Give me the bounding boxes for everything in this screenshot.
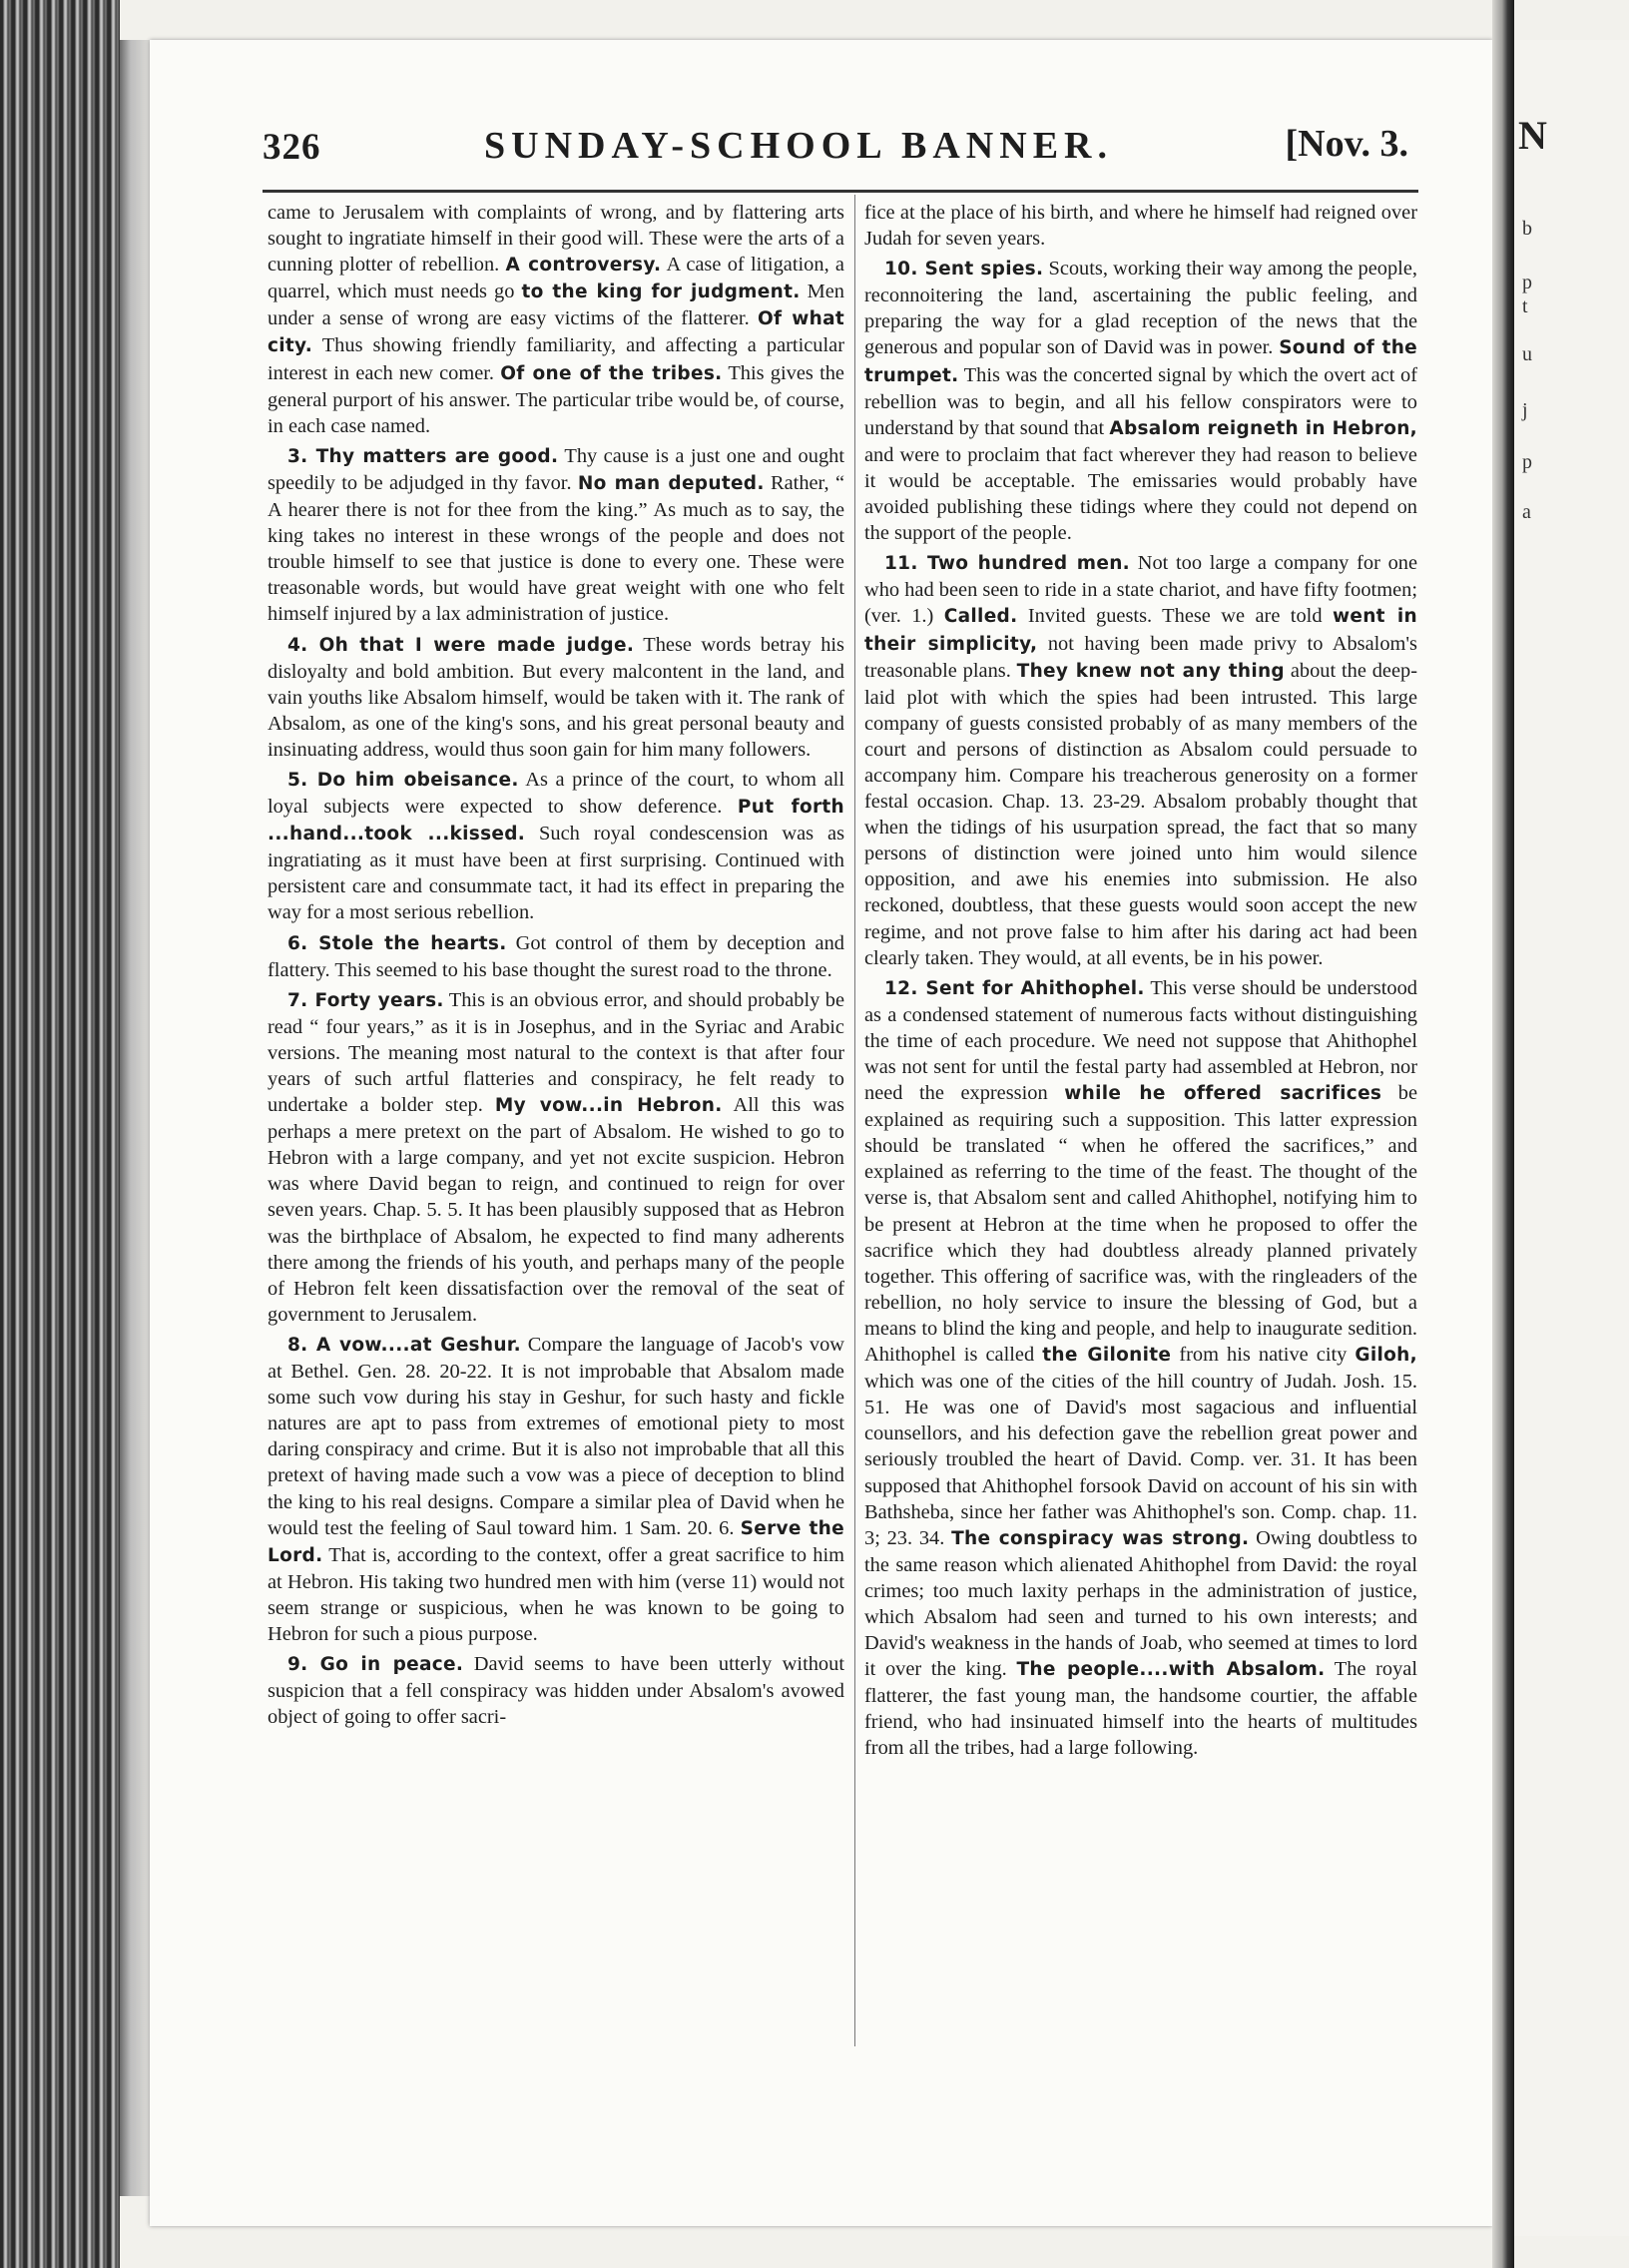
body-text: This verse should be understood as a condensed statement of numerous facts without distinguishing the time of each procedure. We need not suppose that Ahithophel was not sent for until the festal party had assembled at Hebron, nor need the expression [864,976,1417,1105]
bold-term: 12. Sent for Ahithophel. [884,977,1145,999]
right-column [864,200,1417,1766]
body-text: Scouts, working their way among the people, reconnoitering the land, ascertaining the public feeling, and preparing the way for a glad reception of the news that the generous and popular son of David was in power. [864,258,1417,359]
paragraph-v7 [268,987,844,1328]
bold-term: 9. Go in peace. [287,1654,464,1676]
body-text: Rather, “ A hearer there is not for thee from the king.” As much as to say, the king takes no interest in these wrongs of the people and does not trouble himself to see that justice is done to every one. These were treasonable words, but would have great weight with one who felt himself injured by a lax administration of justice. [268,471,844,626]
bold-term: Put forth ...hand...took ...kissed. [268,797,845,846]
bold-term: Of one of the tribes. [500,362,723,384]
body-text: All this was perhaps a mere pretext on the part of Absalom. He wished to go to Hebron with a large company, and yet not excite suspicion. Hebron was where David began to reign, and continued to reign for over seven years. Chap. 5. 5. It has been plausibly supposed that as Hebron was the birthplace of Absalom, he expected to find many adherents there among the friends of his youth, and perhaps many of the people of Hebron felt keen dissatisfaction over the removal of the seat of government to Jerusalem. [268,1094,844,1326]
body-text: David seems to have been utterly without suspicion that a fell conspiracy was hidden under Absalom's avowed object of going to offer sacri- [268,1653,844,1729]
body-text: This gives the general purport of his answer. The particular tribe would be, of course, in each case named. [268,361,844,437]
body-text: This was the concerted signal by which the overt act of rebellion was to begin, and all his fellow conspirators were to understand by that sound that [864,363,1417,439]
bold-term: Giloh, [1355,1345,1417,1367]
body-text: came to Jerusalem with complaints of wrong, and by flattering arts sought to ingratiate himself in their good will. These were the arts of a cunning plotter of rebellion. [268,202,844,277]
bold-term: 5. Do him obeisance. [287,769,519,791]
paragraph-v9 [268,1651,844,1730]
body-text: not having been made privy to Absalom's treasonable plans. [864,632,1417,682]
paragraph-v12 [864,975,1417,1762]
bold-term: The people....with Absalom. [1016,1659,1326,1681]
bold-term: Sound of the trumpet. [864,337,1418,386]
book-binding [0,0,120,2268]
next-page-fragment-text: p [1522,272,1532,293]
body-text: from his native city [1171,1344,1356,1367]
body-text: Men under a sense of wrong are easy victims of the flatterer. [268,281,844,330]
body-text: Invited guests. These we are told [1017,605,1333,628]
bold-term: My vow...in Hebron. [494,1095,723,1117]
bold-term: to the king for judgment. [521,282,801,303]
next-page-fragment-text: p [1522,451,1532,473]
paragraph-cont [268,200,844,439]
body-text: Compare the language of Jacob's vow at Bethel. Gen. 28. 20-22. It is not improbable that Absalom made some such vow during his stay in Geshur, for such hasty and fickle natures are apt to pass from extremes of emotional piety to most daring conspiracy and crime. But it is also not improbable that all this pretext of having made such a vow was a piece of deception to blind the king to his real designs. Compare a similar plea of David when he would test the feeling of Saul toward him. 1 Sam. 20. 6. [268,1333,844,1539]
body-text: As a prince of the court, to whom all loyal subjects were expected to show deference. [268,768,844,819]
body-text: about the deep-laid plot with which the spies had been intrusted. This large company of guests consisted probably of as many members of the court and persons of distinction as Absalom could persuade to accompany him. Compare his treacherous generosity on a former festal occasion. Chap. 13. 23-29. Absalom probably thought that when the tidings of his usurpation spread, the fact that so many persons of distinction were joined unto him would silence opposition, and awe his enemies into submission. He also reckoned, doubtless, that these guests would soon accept the new regime, and not prove false to him after his daring act had been clearly taken. They would, at all events, be in his power. [864,659,1417,969]
bold-term: while he offered sacrifices [1064,1083,1382,1105]
next-page-fragment [1514,40,1629,2236]
body-text: Owing doubtless to the same reason which alienated Ahithophel from David: the royal crimes; too much laxity perhaps in the administration of justice, which Absalom had seen and turned to his own interests; and David's weakness in the hands of Joab, who seemed at times to lord it over the king. [864,1526,1417,1681]
paragraph-v9cont [864,200,1417,252]
body-text: be explained as requiring such a supposition. This latter expression should be translated “ when he offered the sacrifices,” and explained as referring to the time of the feast. The thought of the verse is, that Absalom sent and called Ahithophel, notifying him to be present at Hebron at the time when he proposed to offer the sacrifice which they had doubtless already planned privately together. This offering of sacrifice was, with the ringleaders of the rebellion, no holy service to insure the blessing of God, but a means to blind the king and people, and help to inaugurate sedition. Ahithophel is called [864,1082,1418,1367]
body-text: A case of litigation, a quarrel, which must needs go [268,254,844,303]
bold-term: The conspiracy was strong. [951,1527,1250,1549]
issue-date: [Nov. 3. [1285,123,1408,165]
next-page-head: N [1518,113,1547,158]
body-text: which was one of the cities of the hill country of Judah. Josh. 15. 51. He was one of David's most sagacious and influential counsellors, and his defection gave the rebellion great power and seriously troubled the heart of David. Comp. ver. 31. It has been supposed that Ahithophel forsook David on account of his sin with Bathsheba, since her father was Ahithophel's son. Comp. chap. 11. 3; 23. 34. [864,1371,1417,1549]
page-number: 326 [263,127,321,168]
bold-term: 10. Sent spies. [884,259,1044,281]
body-text: That is, according to the context, offer a great sacrifice to him at Hebron. His taking two hundred men with him (verse 11) would not seem strange or suspicious, when he was known to be going to Hebron for such a pious purpose. [268,1543,844,1645]
bold-term: Called. [943,606,1018,628]
next-page-fragment-text: t [1522,295,1528,317]
body-text: Such royal condescension was as ingratiating as it must have been at first surprising. Continued with persistent care and consummate tact, it had its effect in preparing the way for a most serious rebellion. [268,823,845,924]
next-page-fragment-text: b [1522,218,1532,240]
bold-term: 3. Thy matters are good. [287,445,559,467]
bold-term: They knew not any thing [1016,660,1285,682]
body-text: Not too large a company for one who had been seen to ride in a state chariot, and have fifty footmen; (ver. 1.) [864,552,1418,628]
body-text: These words betray his disloyalty and bold ambition. But every malcontent in the land, and vain youths like Absalom himself, would be taken with it. The rank of Absalom, as one of the king's sons, and his great personal beauty and insinuating address, would thus soon gain for him many followers. [268,633,844,761]
next-page-fragment-text: j [1522,399,1528,421]
paragraph-v4 [268,632,844,763]
body-text: The royal flatterer, the fast young man, the handsome courtier, the affable friend, who had insinuated himself into the hearts of multitudes from all the tribes, had a large following. [864,1658,1417,1760]
left-column [268,200,844,1734]
paragraph-v5 [268,767,844,926]
paragraph-v6 [268,930,844,983]
bold-term: 4. Oh that I were made judge. [287,634,635,656]
bold-term: Absalom reigneth in Hebron, [1109,417,1417,439]
body-text: and were to proclaim that fact wherever they had reason to believe it would be acceptable. The emissaries would probably have avoided publishing these tidings where they could not depend on the support of the people. [864,443,1417,545]
page-gutter [1492,0,1514,2268]
bold-term: the Gilonite [1042,1345,1172,1367]
bold-term: A controversy. [505,255,662,277]
body-text: Got control of them by deception and flattery. This seemed to his base thought the surest road to the throne. [268,931,844,981]
bold-term: went in their simplicity, [864,606,1417,655]
masthead-title: SUNDAY-SCHOOL BANNER. [484,125,1113,167]
paragraph-v10 [864,256,1417,546]
bold-term: 8. A vow....at Geshur. [287,1334,521,1356]
paragraph-v3 [268,443,844,628]
bold-term: 11. Two hundred men. [884,553,1131,575]
next-page-fragment-text: a [1522,501,1531,523]
bold-term: Serve the Lord. [268,1517,844,1566]
bold-term: 6. Stole the hearts. [287,932,507,954]
bold-term: No man deputed. [577,472,765,494]
column-rule [854,195,855,2046]
body-text: Thy cause is a just one and ought speedily to be adjudged in thy favor. [268,444,844,494]
bold-term: 7. Forty years. [287,989,444,1011]
body-text: This is an obvious error, and should probably be read “ four years,” as it is in Josephus, and in the Syriac and Arabic versions. The meaning most natural to the context is that after four years of such artful flatteries and conspiracy, he felt ready to undertake a bolder step. [268,988,844,1117]
next-page-fragment-text: u [1522,343,1532,365]
body-text: fice at the place of his birth, and where he himself had reigned over Judah for seven years. [864,202,1417,251]
body-text: Thus showing friendly familiarity, and affecting a particular interest in each new comer. [268,334,844,384]
header-rule [263,190,1418,193]
bold-term: Of what city. [268,308,845,357]
paragraph-v8 [268,1332,844,1647]
running-header [263,118,1420,178]
paragraph-v11 [864,550,1417,971]
